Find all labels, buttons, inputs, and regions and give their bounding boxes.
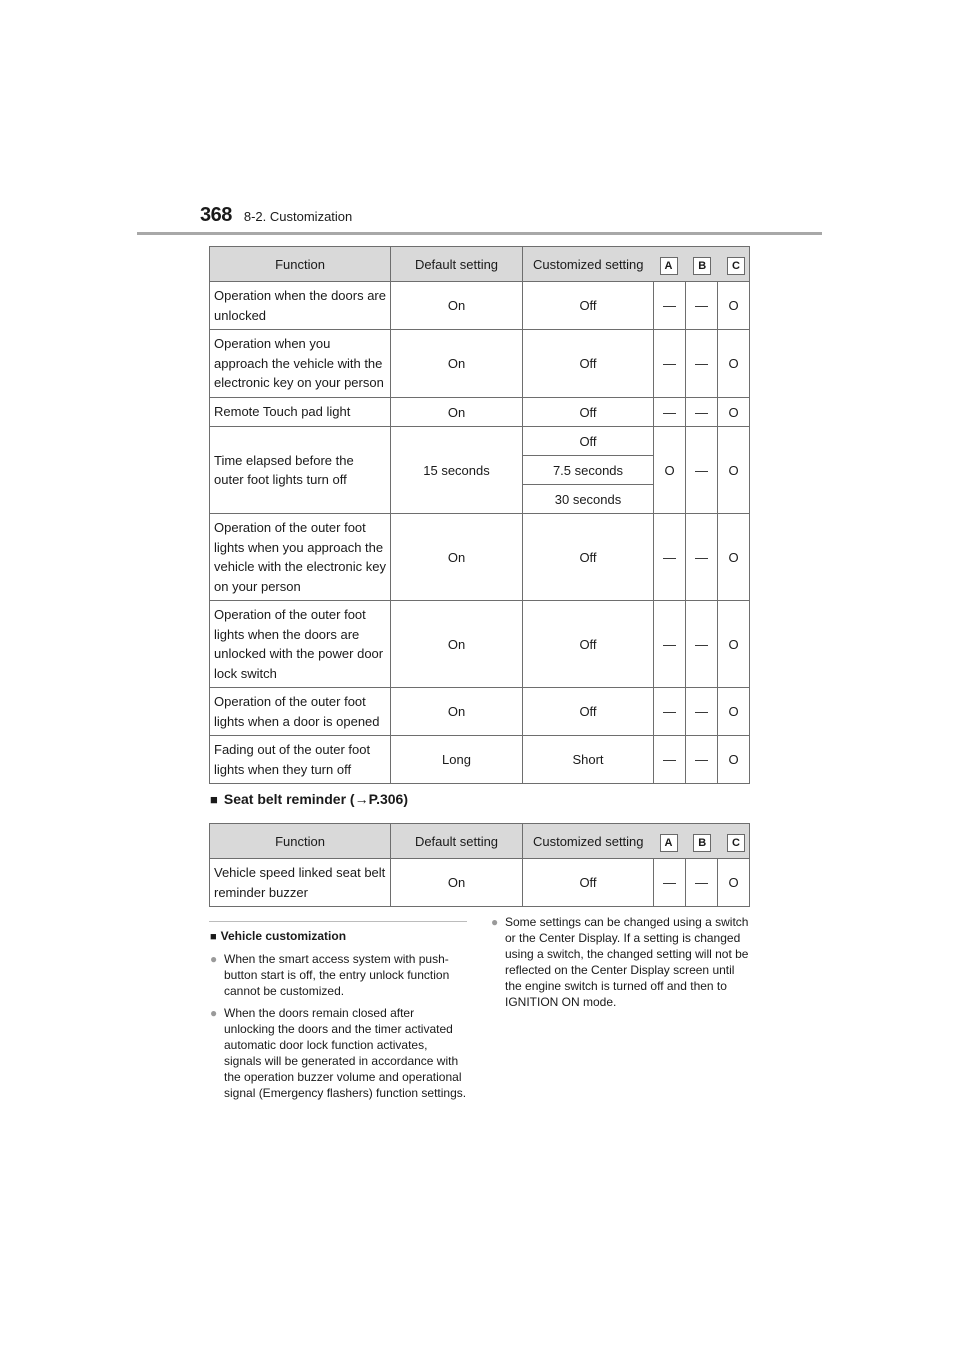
method-b-cell: — bbox=[686, 427, 718, 514]
method-b-cell: — bbox=[686, 601, 718, 688]
custom-cell: Off bbox=[523, 859, 654, 907]
method-a-cell: — bbox=[654, 688, 686, 736]
method-c-cell: O bbox=[718, 282, 750, 330]
table-header-row bbox=[210, 824, 750, 859]
page-number: 368 bbox=[200, 204, 232, 226]
method-c-cell: O bbox=[718, 427, 750, 514]
method-a-cell: — bbox=[654, 736, 686, 784]
header-customized-setting: Customized setting bbox=[523, 247, 654, 282]
method-b-cell: — bbox=[686, 688, 718, 736]
function-cell: Time elapsed before the outer foot lights turn off bbox=[210, 427, 391, 514]
table-row bbox=[210, 601, 750, 688]
method-c-cell: O bbox=[718, 688, 750, 736]
method-c-cell: O bbox=[718, 330, 750, 398]
method-b-cell: — bbox=[686, 330, 718, 398]
customization-table-1 bbox=[209, 246, 750, 784]
custom-cell: 7.5 seconds bbox=[523, 456, 654, 485]
custom-cell: Off bbox=[523, 282, 654, 330]
table-row bbox=[210, 514, 750, 601]
table-header-row bbox=[210, 247, 750, 282]
table-row bbox=[210, 282, 750, 330]
table-row bbox=[210, 330, 750, 398]
page-header bbox=[200, 204, 352, 227]
default-cell: On bbox=[391, 859, 523, 907]
method-a-cell: — bbox=[654, 398, 686, 427]
default-cell: On bbox=[391, 514, 523, 601]
header-function: Function bbox=[210, 824, 391, 859]
notes-right-column bbox=[491, 914, 753, 1016]
circle-bullet-icon: ● bbox=[491, 915, 499, 929]
default-cell: On bbox=[391, 601, 523, 688]
custom-cell: Off bbox=[523, 688, 654, 736]
method-a-cell: — bbox=[654, 601, 686, 688]
custom-cell: Short bbox=[523, 736, 654, 784]
header-default-setting: Default setting bbox=[391, 824, 523, 859]
method-a-cell: — bbox=[654, 282, 686, 330]
square-bullet-icon: ■ bbox=[210, 931, 217, 943]
table-row bbox=[210, 427, 750, 456]
method-b-cell: — bbox=[686, 282, 718, 330]
method-b-cell: — bbox=[686, 514, 718, 601]
table-row bbox=[210, 688, 750, 736]
seat-belt-heading-text: Seat belt reminder (→P.306) bbox=[223, 791, 409, 807]
table-row bbox=[210, 859, 750, 907]
method-b-icon: B bbox=[693, 257, 711, 275]
custom-cell: 30 seconds bbox=[523, 485, 654, 514]
note-item bbox=[210, 1005, 468, 1101]
header-abc bbox=[654, 247, 750, 282]
header-divider bbox=[137, 232, 822, 235]
method-c-cell: O bbox=[718, 859, 750, 907]
function-cell: Fading out of the outer foot lights when they turn off bbox=[210, 736, 391, 784]
method-a-cell: — bbox=[654, 859, 686, 907]
custom-cell: Off bbox=[523, 398, 654, 427]
method-c-icon: C bbox=[727, 257, 745, 275]
method-c-icon: C bbox=[727, 834, 745, 852]
custom-cell: Off bbox=[523, 514, 654, 601]
default-cell: On bbox=[391, 282, 523, 330]
seat-belt-heading bbox=[210, 791, 408, 807]
method-a-cell: O bbox=[654, 427, 686, 514]
function-cell: Operation when the doors are unlocked bbox=[210, 282, 391, 330]
function-cell: Vehicle speed linked seat belt reminder buzzer bbox=[210, 859, 391, 907]
note-text: When the smart access system with push-button start is off, the entry unlock function cannot be customized. bbox=[224, 952, 450, 998]
default-cell: 15 seconds bbox=[391, 427, 523, 514]
square-bullet-icon: ■ bbox=[210, 792, 218, 807]
circle-bullet-icon: ● bbox=[210, 1006, 218, 1020]
circle-bullet-icon: ● bbox=[210, 952, 218, 966]
function-cell: Operation of the outer foot lights when the doors are unlocked with the power door lock switch bbox=[210, 601, 391, 688]
note-text: When the doors remain closed after unlocking the doors and the timer activated automatic door lock function activates, signals will be generated in accordance with the operation buzzer volume and operational signal (Emergency flashers) function settings. bbox=[224, 1006, 467, 1100]
custom-cell: Off bbox=[523, 427, 654, 456]
custom-cell: Off bbox=[523, 330, 654, 398]
notes-title-text: Vehicle customization bbox=[220, 929, 347, 943]
note-item bbox=[210, 951, 468, 999]
notes-left-column bbox=[210, 928, 468, 1107]
table-row bbox=[210, 398, 750, 427]
method-c-cell: O bbox=[718, 736, 750, 784]
method-b-cell: — bbox=[686, 859, 718, 907]
table-row bbox=[210, 736, 750, 784]
function-cell: Operation when you approach the vehicle with the electronic key on your person bbox=[210, 330, 391, 398]
custom-cell: Off bbox=[523, 601, 654, 688]
method-c-cell: O bbox=[718, 514, 750, 601]
method-a-icon: A bbox=[660, 834, 678, 852]
method-b-cell: — bbox=[686, 736, 718, 784]
method-a-cell: — bbox=[654, 330, 686, 398]
default-cell: Long bbox=[391, 736, 523, 784]
method-c-cell: O bbox=[718, 398, 750, 427]
default-cell: On bbox=[391, 398, 523, 427]
default-cell: On bbox=[391, 330, 523, 398]
method-b-cell: — bbox=[686, 398, 718, 427]
notes-divider bbox=[209, 921, 467, 922]
header-abc bbox=[654, 824, 750, 859]
method-c-cell: O bbox=[718, 601, 750, 688]
customization-table-2 bbox=[209, 823, 750, 907]
header-default-setting: Default setting bbox=[391, 247, 523, 282]
header-function: Function bbox=[210, 247, 391, 282]
method-a-cell: — bbox=[654, 514, 686, 601]
note-text: Some settings can be changed using a switch or the Center Display. If a setting is changed using a switch, the changed setting will not be reflected on the Center Display screen until the engine switch is turned off and then to IGNITION ON mode. bbox=[505, 915, 749, 1009]
header-customized-setting: Customized setting bbox=[523, 824, 654, 859]
default-cell: On bbox=[391, 688, 523, 736]
notes-title bbox=[210, 928, 468, 945]
note-item bbox=[491, 914, 753, 1010]
section-title: 8-2. Customization bbox=[243, 209, 353, 224]
method-a-icon: A bbox=[660, 257, 678, 275]
function-cell: Operation of the outer foot lights when you approach the vehicle with the electronic key on your person bbox=[210, 514, 391, 601]
function-cell: Remote Touch pad light bbox=[210, 398, 391, 427]
function-cell: Operation of the outer foot lights when a door is opened bbox=[210, 688, 391, 736]
method-b-icon: B bbox=[693, 834, 711, 852]
